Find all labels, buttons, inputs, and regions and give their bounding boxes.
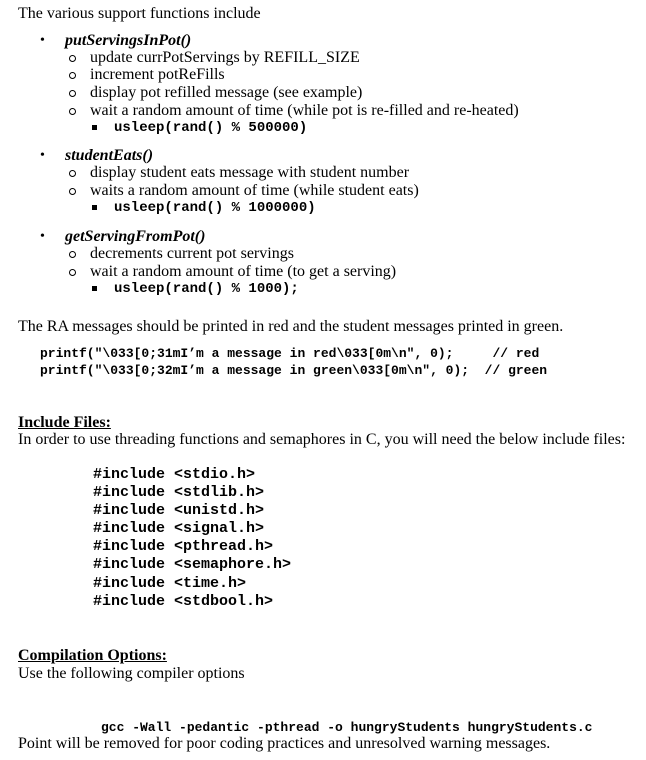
function-item: display pot refilled message (see example)	[90, 84, 363, 101]
bullet-icon: •	[40, 229, 45, 244]
circle-bullet-icon	[69, 269, 76, 276]
function-code: usleep(rand() % 1000);	[114, 281, 299, 297]
compile-heading: Compilation Options:	[18, 647, 167, 664]
compile-cmd-clip	[93, 698, 646, 737]
square-bullet-icon	[92, 125, 97, 130]
circle-bullet-icon	[69, 90, 76, 97]
include-line: #include <stdio.h>	[93, 466, 256, 483]
function-name: putServingsInPot()	[65, 32, 192, 49]
circle-bullet-icon	[69, 72, 76, 79]
function-code: usleep(rand() % 500000)	[114, 120, 308, 136]
bullet-icon: •	[40, 148, 45, 163]
function-item: decrements current pot servings	[90, 245, 294, 262]
include-line: #include <semaphore.h>	[93, 556, 292, 573]
function-item: increment potReFills	[90, 66, 225, 83]
function-item: waits a random amount of time (while student eats)	[90, 182, 419, 199]
footer-note: Point will be removed for poor coding practices and unresolved warning messages.	[18, 735, 551, 752]
circle-bullet-icon	[69, 170, 76, 177]
square-bullet-icon	[92, 205, 97, 210]
intro-text: The various support functions include	[18, 5, 261, 22]
color-note: The RA messages should be printed in red and the student messages printed in green.	[18, 318, 564, 335]
printf-line-red: printf("\033[0;31mI’m a message in red\033[0m\n", 0); // red	[40, 346, 540, 361]
include-line: #include <stdlib.h>	[93, 484, 265, 501]
include-line: #include <pthread.h>	[93, 538, 274, 555]
function-item: update currPotServings by REFILL_SIZE	[90, 49, 360, 66]
circle-bullet-icon	[69, 55, 76, 62]
compile-command: gcc -Wall -pedantic -pthread -o hungryStudents hungryStudents.c	[101, 720, 593, 735]
circle-bullet-icon	[69, 251, 76, 258]
include-line: #include <stdbool.h>	[93, 593, 274, 610]
include-heading: Include Files:	[18, 414, 111, 431]
circle-bullet-icon	[69, 188, 76, 195]
function-code: usleep(rand() % 1000000)	[114, 200, 316, 216]
function-name: studentEats()	[65, 147, 154, 164]
include-line: #include <unistd.h>	[93, 502, 265, 519]
compile-text: Use the following compiler options	[18, 665, 245, 682]
include-text: In order to use threading functions and semaphores in C, you will need the below include files:	[18, 431, 626, 448]
bullet-icon: •	[40, 33, 45, 48]
function-item: wait a random amount of time (to get a serving)	[90, 263, 397, 280]
circle-bullet-icon	[69, 108, 76, 115]
printf-line-green: printf("\033[0;32mI’m a message in green\033[0m\n", 0); // green	[40, 363, 548, 378]
square-bullet-icon	[92, 286, 97, 291]
function-item: wait a random amount of time (while pot is re-filled and re-heated)	[90, 102, 519, 119]
include-line: #include <time.h>	[93, 575, 247, 592]
function-item: display student eats message with student number	[90, 164, 410, 181]
include-line: #include <signal.h>	[93, 520, 265, 537]
function-name: getServingFromPot()	[65, 228, 206, 245]
